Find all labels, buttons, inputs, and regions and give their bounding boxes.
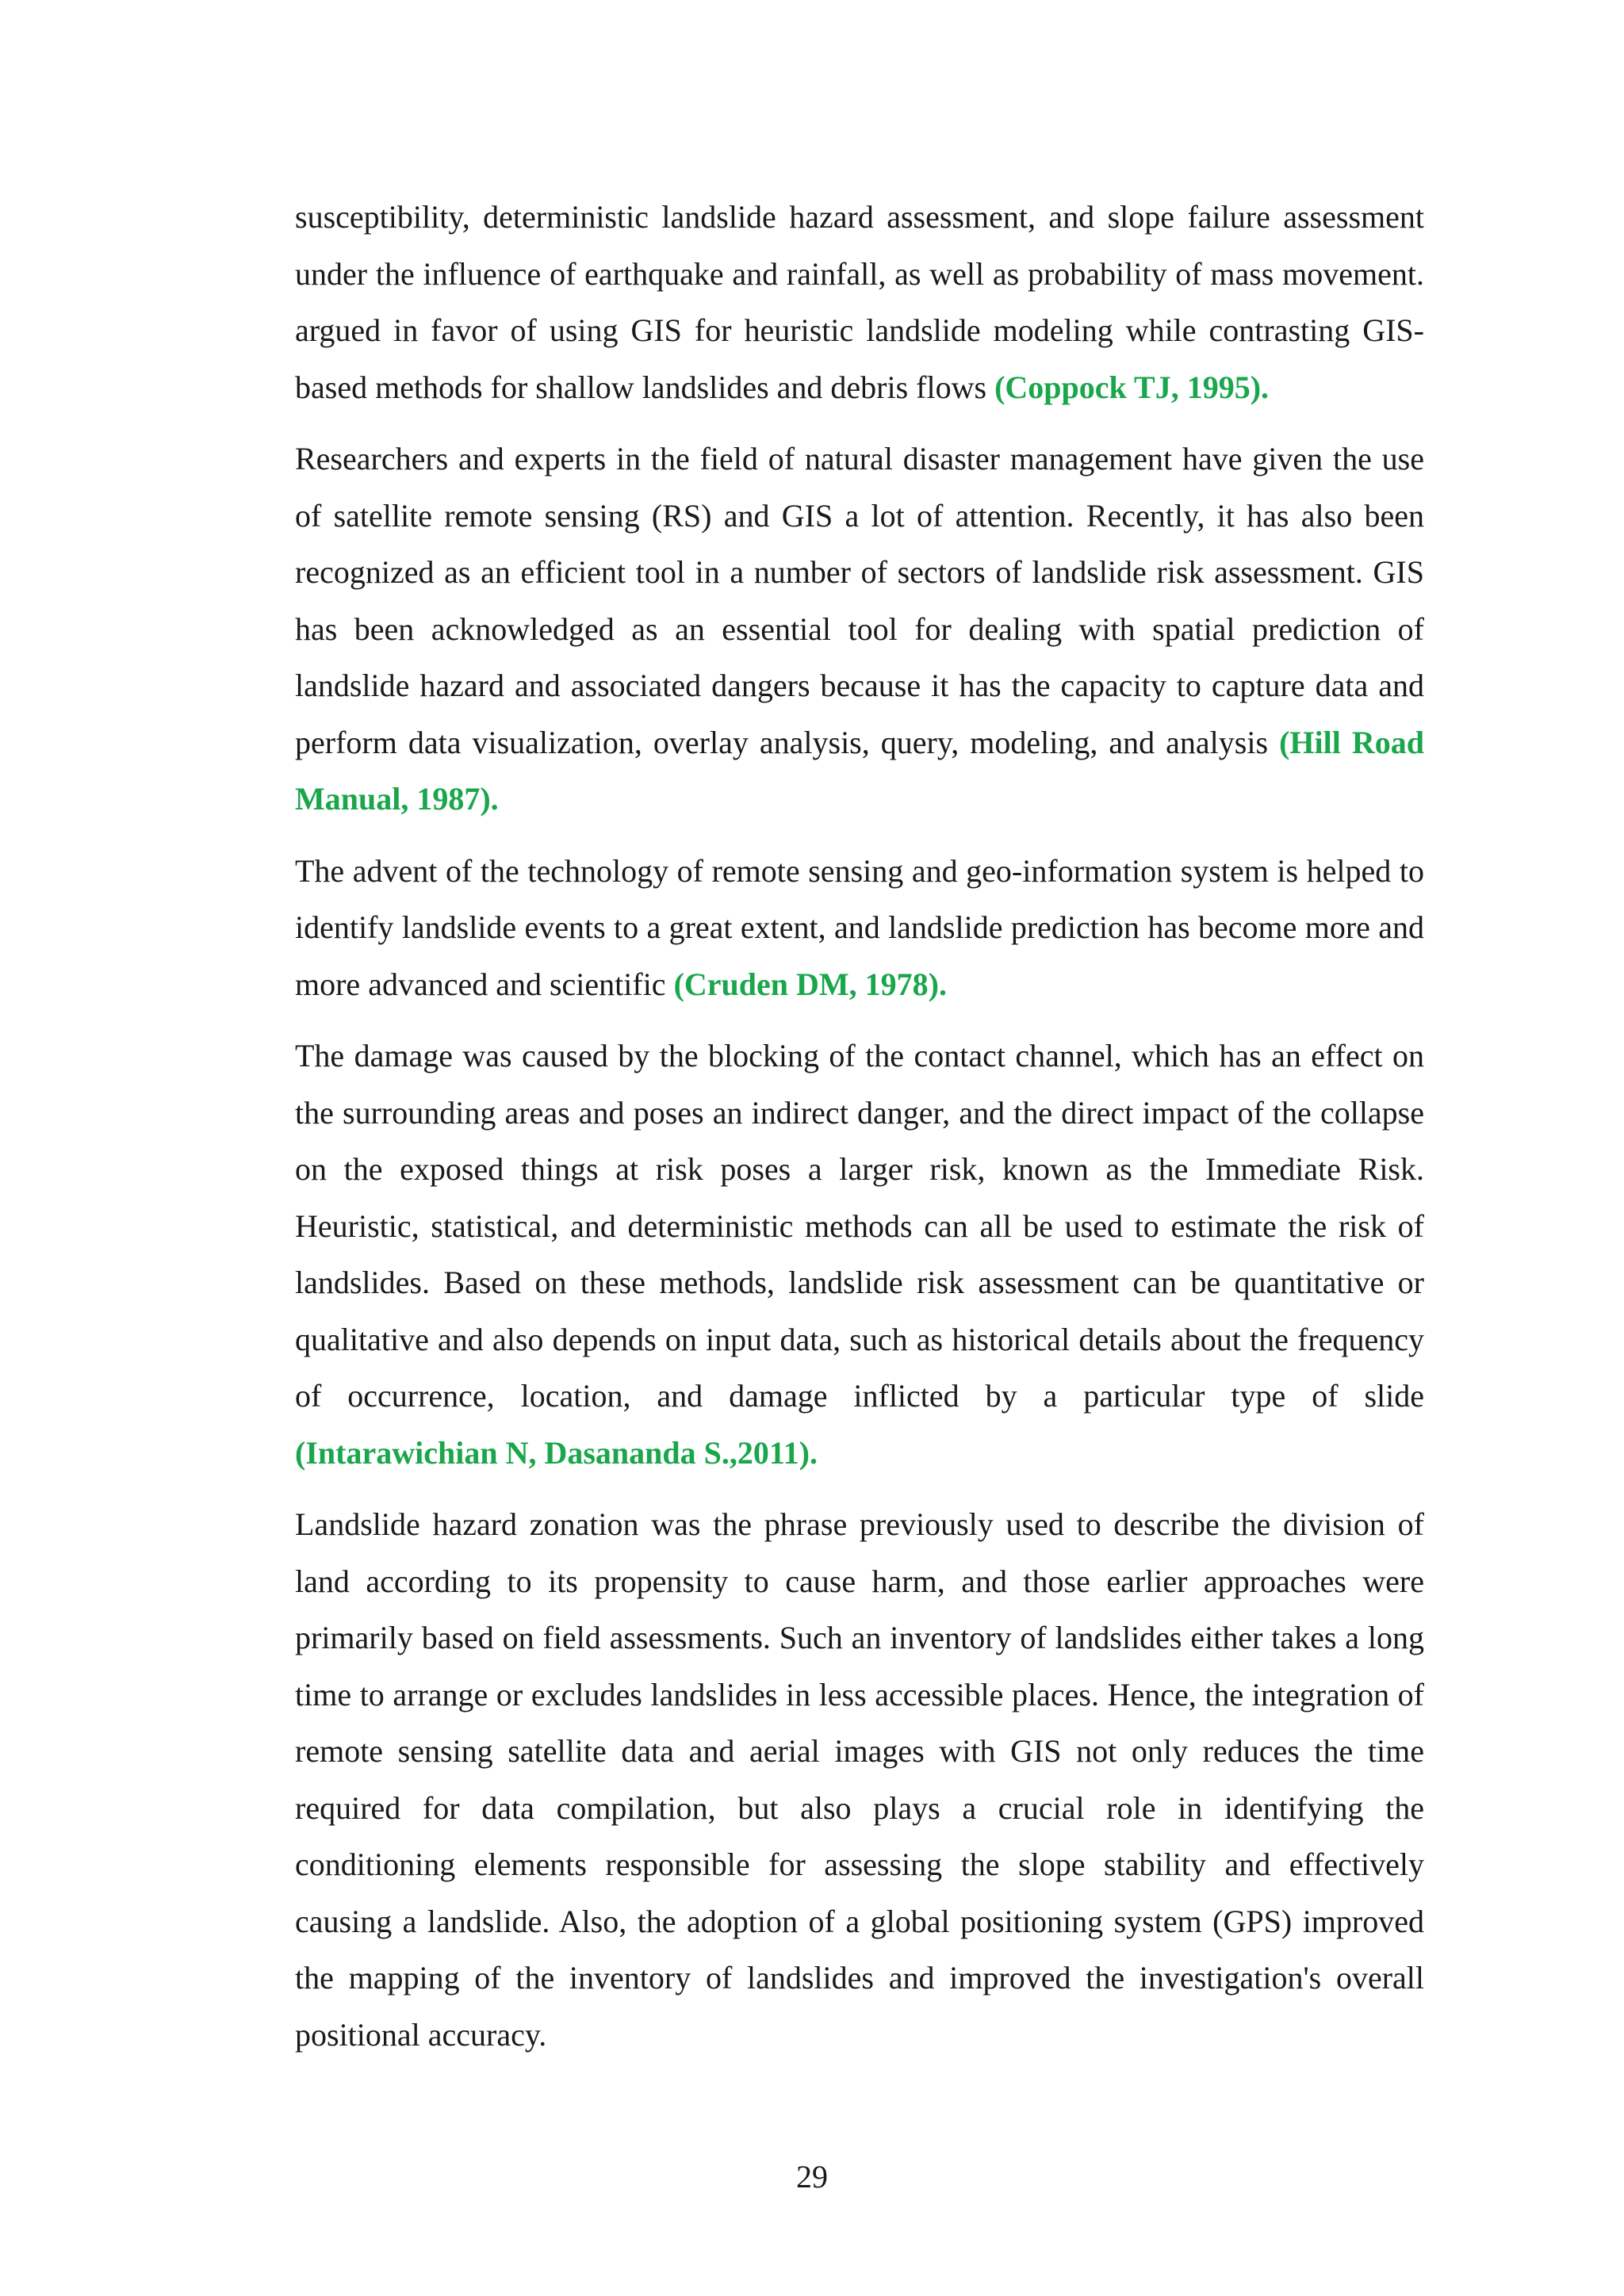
citation-cruden: (Cruden DM, 1978). xyxy=(673,966,947,1002)
citation-intarawichian: (Intarawichian N, Dasananda S.,2011). xyxy=(295,1434,818,1471)
paragraph-3-text: The advent of the technology of remote sensing and geo-information system is helped to identify landslide events to a great extent, and landslide prediction has become more and more advanced and scientific xyxy=(295,852,1424,1002)
paragraph-1 xyxy=(295,189,1424,415)
paragraph-4 xyxy=(295,1027,1424,1481)
paragraph-2-text: Researchers and experts in the field of natural disaster management have given the use of satellite remote sensing (RS) and GIS a lot of attention. Recently, it has also been recognized as an efficient tool in a number of sectors of landslide risk assessment. GIS has been acknowledged as an essential tool for dealing with spatial prediction of landslide hazard and associated dangers because it has the capacity to capture data and perform data visualization, overlay analysis, query, modeling, and analysis xyxy=(295,441,1424,760)
page-body xyxy=(295,189,1424,2078)
paragraph-4-text: The damage was caused by the blocking of the contact channel, which has an effect on the surrounding areas and poses an indirect danger, and the direct impact of the collapse on the exposed things at risk poses a larger risk, known as the Immediate Risk. Heuristic, statistical, and deterministic methods can all be used to estimate the risk of landslides. Based on these methods, landslide risk assessment can be quantitative or qualitative and also depends on input data, such as historical details about the frequency of occurrence, location, and damage inflicted by a particular type of slide xyxy=(295,1038,1424,1414)
paragraph-1-text: susceptibility, deterministic landslide hazard assessment, and slope failure assessment under the influence of earthquake and rainfall, as well as probability of mass movement. argued in favor of using GIS for heuristic landslide modeling while contrasting GIS-based methods for shallow landslides and debris flows xyxy=(295,199,1424,405)
page-number: 29 xyxy=(796,2159,828,2195)
paragraph-2 xyxy=(295,430,1424,828)
paragraph-5 xyxy=(295,1496,1424,2063)
citation-coppock: (Coppock TJ, 1995). xyxy=(994,369,1270,405)
citation-hill-road-manual: (Hill Road Manual, 1987). xyxy=(295,724,1425,817)
paragraph-3 xyxy=(295,843,1424,1013)
paragraph-5-text: Landslide hazard zonation was the phrase previously used to describe the division of land according to its propensity to cause harm, and those earlier approaches were primarily based on field assessments. Such an inventory of landslides either takes a long time to arrange or excludes landslides in less accessible places. Hence, the integration of remote sensing satellite data and aerial images with GIS not only reduces the time required for data compilation, but also plays a crucial role in identifying the conditioning elements responsible for assessing the slope stability and effectively causing a landslide. Also, the adoption of a global positioning system (GPS) improved the mapping of the inventory of landslides and improved the investigation's overall positional accuracy. xyxy=(295,1506,1424,2053)
